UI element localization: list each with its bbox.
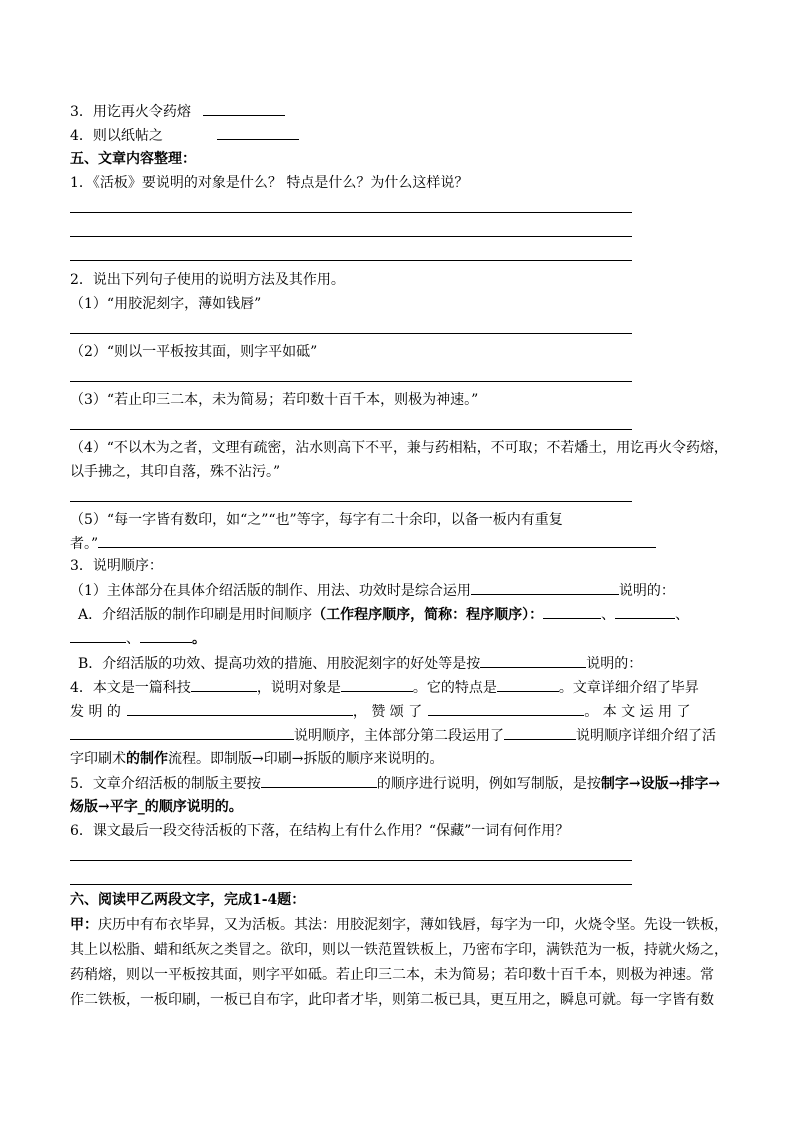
passage-line <box>70 915 728 935</box>
q2-1: （1）“用胶泥刻字，薄如钱唇” <box>70 296 262 312</box>
q3-A <box>78 604 689 625</box>
q2-4a: （4）“不以木为之者，文理有疏密，沾水则高下不平，兼与药相粘，不可取；不若燔土，用讫再火令药熔， <box>70 440 728 456</box>
answer-blank <box>70 628 126 643</box>
question-text: 者。” <box>70 536 99 552</box>
question-text-bold: （工作程序顺序，简称：程序顺序）： <box>312 607 544 623</box>
question-4 <box>70 125 299 146</box>
answer-blank <box>203 101 285 116</box>
q3-B <box>78 653 642 674</box>
question-text-bold: 的制作 <box>126 751 168 767</box>
answer-line <box>70 381 632 382</box>
q2-5a: （5）“每一字皆有数印，如“之”“也”等字，每字有二十余印，以备一板内有重复 <box>70 512 563 528</box>
answer-blank <box>98 533 656 548</box>
q2-2: （2）“则以一平板按其面，则字平如砥” <box>70 344 318 360</box>
q4-line2 <box>70 701 691 722</box>
question-text: A．介绍活版的制作印刷是用时间顺序 <box>78 607 313 623</box>
question-text: ， 赞 颂 了 <box>352 704 423 720</box>
q5-line1 <box>70 773 720 794</box>
question-text: 的顺序进行说明，例如写制版，是按 <box>376 776 601 792</box>
answer-blank <box>70 725 294 740</box>
question-text: 。 本 文 运 用 了 <box>584 704 691 720</box>
question-text: 发 明 的 <box>70 704 121 720</box>
q3-A-cont <box>70 628 206 649</box>
q5-line2: 炀版→平字_的顺序说明的。 <box>70 799 243 815</box>
q4-line1 <box>70 677 699 698</box>
q2-4b: 以手拂之，其印自落，殊不沾污。” <box>70 464 281 480</box>
answer-blank <box>217 125 299 140</box>
q6: 6．课文最后一段交待活板的下落，在结构上有什么作用？“保藏”一词有何作用？ <box>70 823 570 839</box>
question-text: 字印刷术 <box>70 751 126 767</box>
question-text: B．介绍活版的功效、提高功效的措施、用胶泥刻字的好处等是按 <box>78 656 481 672</box>
q4-line4 <box>70 749 443 769</box>
q1: 1．《活板》要说明的对象是什么？ 特点是什么？为什么这样说？ <box>70 175 469 191</box>
passage-line: 其上以松脂、蜡和纸灰之类冒之。欲印，则以一铁范置铁板上，乃密布字印，满铁范为一板，持就火炀之， <box>70 942 728 958</box>
answer-blank <box>140 628 192 643</box>
question-text: 说明顺序，主体部分第二段运用了 <box>294 728 504 744</box>
passage-text: 庆历中有布衣毕昇，又为活板。其法：用胶泥刻字，薄如钱唇，每字为一印，火烧令坚。先设一铁板， <box>98 917 728 933</box>
answer-blank <box>504 725 576 740</box>
section-5-title: 五、文章内容整理： <box>70 151 196 167</box>
answer-line <box>70 333 632 334</box>
answer-blank <box>127 701 353 716</box>
question-text: ，说明对象是 <box>256 680 341 696</box>
answer-blank <box>191 677 257 692</box>
q2: 2．说出下列句子使用的说明方法及其作用。 <box>70 272 345 288</box>
answer-blank <box>261 773 377 788</box>
answer-blank <box>471 580 619 595</box>
passage-line: 作二铁板，一板印刷，一板已自布字，此印者才毕，则第二板已具，更互用之，瞬息可就。每一字皆有数 <box>70 992 714 1008</box>
answer-line <box>70 501 632 502</box>
question-text: 说明顺序详细介绍了活 <box>576 728 716 744</box>
question-text: （1）主体部分在具体介绍活版的制作、用法、功效时是综合运用 <box>70 583 471 599</box>
separator: 、 <box>601 607 616 623</box>
section-6-title: 六、阅读甲乙两段文字，完成1-4题： <box>70 892 306 908</box>
answer-line <box>70 260 632 261</box>
separator: 、 <box>126 631 140 647</box>
q2-3: （3）“若止印三二本，未为简易；若印数十百千本，则极为神速。” <box>70 392 479 408</box>
question-text: 4．则以纸帖之 <box>70 128 163 144</box>
answer-blank <box>497 677 559 692</box>
period: 。 <box>192 631 206 647</box>
passage-line: 药稍熔，则以一平板按其面，则字平如砥。若止印三二本，未为简易；若印数十百千本，则极为神速。常 <box>70 967 714 983</box>
question-text: 流程。即制版→印刷→拆版的顺序来说明的。 <box>168 751 444 767</box>
answer-blank <box>543 604 601 619</box>
answer-line <box>70 212 632 213</box>
question-text: 说明的： <box>586 656 643 672</box>
passage-label: 甲： <box>70 917 98 933</box>
q4-line3 <box>70 725 716 746</box>
answer-blank <box>615 604 675 619</box>
q2-5b <box>70 533 656 554</box>
question-text: 5．文章介绍活板的制版主要按 <box>70 776 261 792</box>
separator: 、 <box>675 607 690 623</box>
question-text: 说明的： <box>618 583 675 599</box>
question-text: 。文章详细介绍了毕昇 <box>558 680 699 696</box>
question-text-bold: 制字→设版→排字→ <box>600 776 721 792</box>
answer-line <box>70 884 632 885</box>
question-text: 。它的特点是 <box>412 680 497 696</box>
question-3 <box>70 101 285 122</box>
answer-blank <box>480 653 586 668</box>
answer-line <box>70 860 632 861</box>
question-text: 4．本文是一篇科技 <box>70 680 191 696</box>
q3-1 <box>70 580 675 601</box>
question-text: 3．用讫再火令药熔 <box>70 104 191 120</box>
answer-line <box>70 429 632 430</box>
answer-blank <box>341 677 413 692</box>
q3: 3．说明顺序： <box>70 558 163 574</box>
answer-blank <box>428 701 584 716</box>
answer-line <box>70 236 632 237</box>
